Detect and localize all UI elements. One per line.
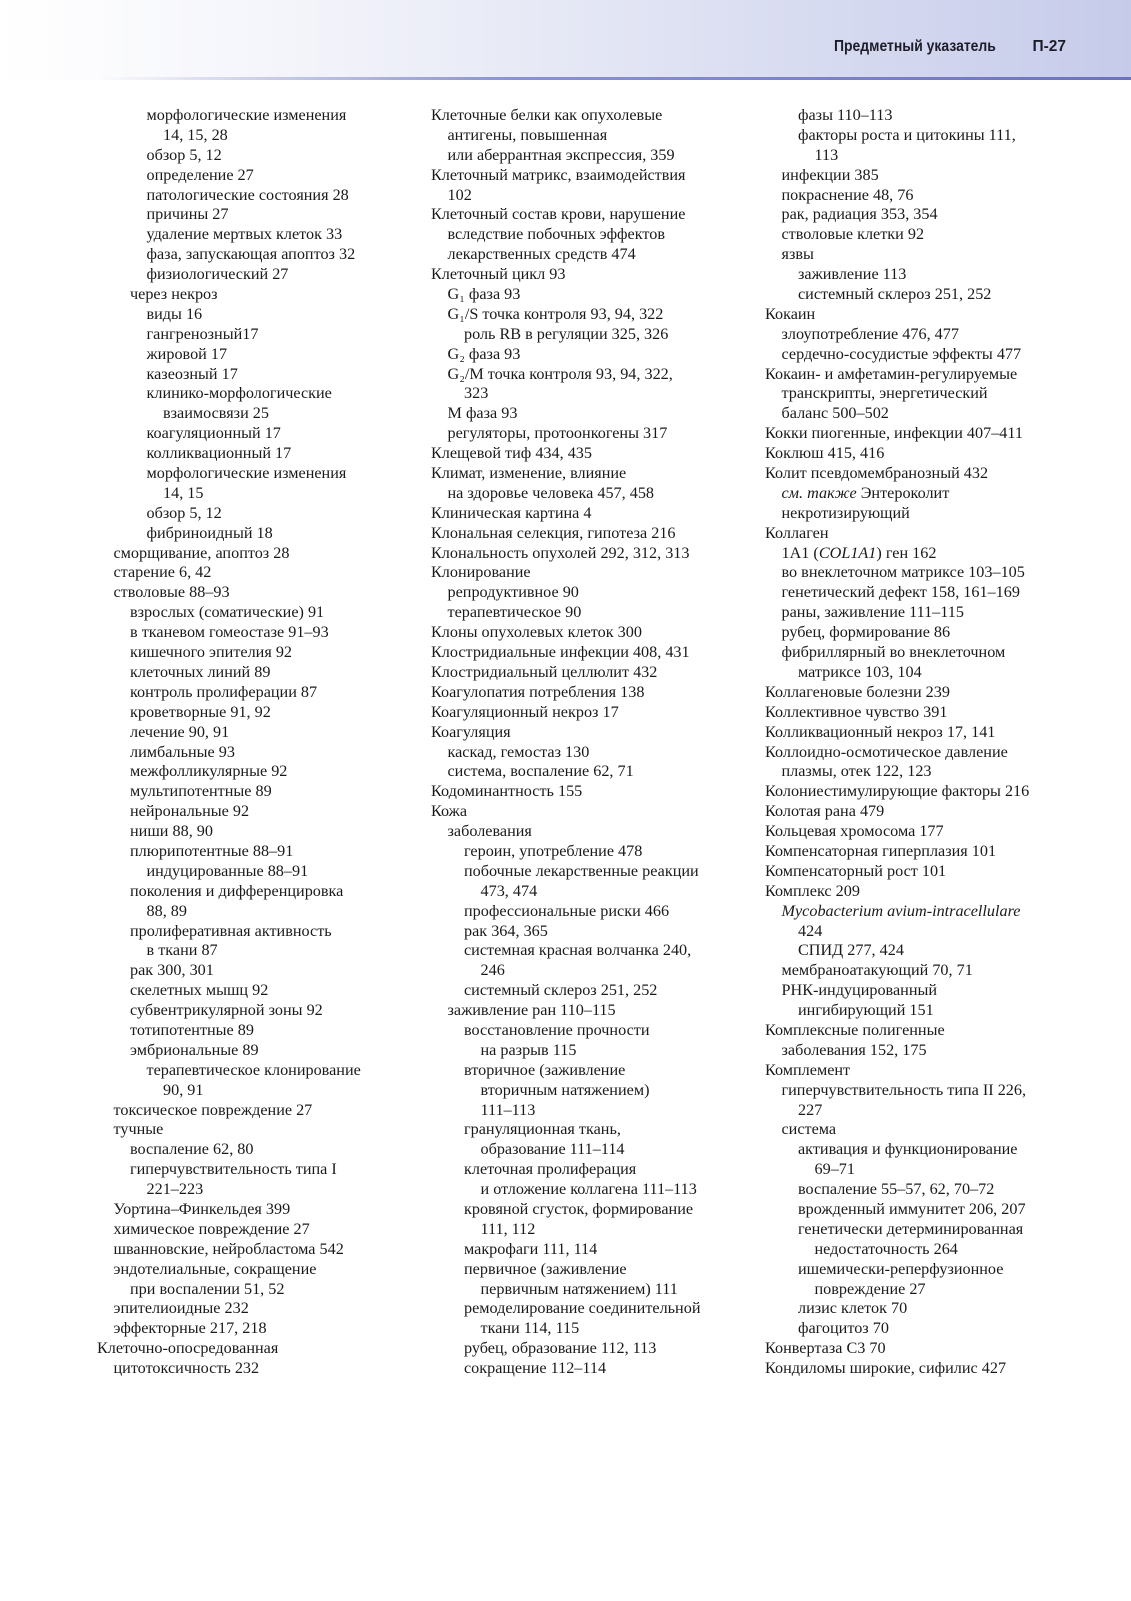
index-entry: сердечно-сосудистые эффекты 477 bbox=[781, 344, 1022, 363]
index-entry: Компенсаторная гиперплазия 101 bbox=[765, 841, 997, 860]
index-entry: 323 bbox=[464, 384, 489, 403]
index-entry: некротизирующий bbox=[781, 503, 910, 522]
index-entry: Клещевой тиф 434, 435 bbox=[431, 444, 592, 463]
index-entry: рак, радиация 353, 354 bbox=[781, 205, 938, 224]
index-entry: факторы роста и цитокины 111, bbox=[798, 125, 1016, 144]
index-entry: антигены, повышенная bbox=[447, 125, 608, 144]
index-entry: Коклюш 415, 416 bbox=[765, 444, 885, 463]
index-entry: казеозный 17 bbox=[146, 364, 238, 383]
index-entry: Компенсаторный рост 101 bbox=[765, 861, 947, 880]
index-entry: Клостридиальные инфекции 408, 431 bbox=[431, 643, 690, 662]
index-entry: Клональность опухолей 292, 312, 313 bbox=[431, 543, 690, 562]
index-entry: рубец, формирование 86 bbox=[781, 623, 951, 642]
index-entry: СПИД 277, 424 bbox=[798, 941, 904, 960]
index-entry: пролиферативная активность bbox=[130, 921, 332, 940]
index-entry: патологические состояния 28 bbox=[146, 185, 349, 204]
index-entry: заболевания bbox=[447, 822, 532, 841]
index-entry: вторичное (заживление bbox=[464, 1060, 626, 1079]
index-entry: Клонирование bbox=[431, 563, 531, 582]
index-entry: язвы bbox=[781, 245, 814, 264]
index-entry: M фаза 93 bbox=[447, 404, 518, 423]
index-entry: лимбальные 93 bbox=[130, 742, 235, 761]
index-entry: плюрипотентные 88–91 bbox=[130, 841, 294, 860]
index-entry: транскрипты, энергетический bbox=[781, 384, 988, 403]
index-entry: 113 bbox=[814, 145, 839, 164]
index-entry: РНК-индуцированный bbox=[781, 981, 938, 1000]
index-entry: Коллаген bbox=[765, 523, 829, 542]
index-entry: Кодоминантность 155 bbox=[431, 782, 583, 801]
index-entry: или аберрантная экспрессия, 359 bbox=[447, 145, 675, 164]
index-entry: ткани 114, 115 bbox=[480, 1319, 580, 1338]
index-entry: поколения и дифференцировка bbox=[130, 881, 344, 900]
index-entry: ниши 88, 90 bbox=[130, 822, 213, 841]
index-entry: 90, 91 bbox=[163, 1080, 204, 1099]
index-entry: регуляторы, протоонкогены 317 bbox=[447, 424, 668, 443]
entry-italic-text: см. также bbox=[781, 483, 857, 502]
index-entry: G₂ фаза 93 bbox=[447, 344, 521, 363]
entry-text: 1A1 ( bbox=[781, 543, 819, 562]
index-entry: Клеточный состав крови, нарушение bbox=[431, 205, 686, 224]
index-entry: шванновские, нейробластома 542 bbox=[113, 1239, 344, 1258]
index-entry: эмбриональные 89 bbox=[130, 1040, 259, 1059]
index-entry: заболевания 152, 175 bbox=[781, 1040, 927, 1059]
index-entry: эпителиоидные 232 bbox=[113, 1299, 249, 1318]
index-entry: терапевтическое 90 bbox=[447, 603, 582, 622]
index-entry: 111–113 bbox=[480, 1100, 536, 1119]
index-entry: Кокаин bbox=[765, 304, 816, 323]
index-entry: межфолликулярные 92 bbox=[130, 762, 288, 781]
index-entry: Клиническая картина 4 bbox=[431, 503, 592, 522]
index-entry: побочные лекарственные реакции bbox=[464, 861, 699, 880]
index-entry: стволовые клетки 92 bbox=[781, 225, 925, 244]
index-entry: воспаление 62, 80 bbox=[130, 1140, 254, 1159]
index-entry: рак 364, 365 bbox=[464, 921, 548, 940]
entry-italic-text: COL1A1 bbox=[818, 543, 877, 562]
index-entry: врожденный иммунитет 206, 207 bbox=[798, 1199, 1026, 1218]
index-entry: морфологические изменения bbox=[146, 464, 347, 483]
index-entry: клинико-морфологические bbox=[146, 384, 332, 403]
index-entry: лекарственных средств 474 bbox=[447, 245, 636, 264]
index-entry: Комплекс 209 bbox=[765, 881, 860, 900]
index-entry: определение 27 bbox=[146, 165, 254, 184]
index-entry: первичным натяжением) 111 bbox=[480, 1279, 678, 1298]
index-entry: ингибирующий 151 bbox=[798, 1001, 934, 1020]
index-entry: Колониестимулирующие факторы 216 bbox=[765, 782, 1030, 801]
index-entry: скелетных мышц 92 bbox=[130, 981, 269, 1000]
index-entry: образование 111–114 bbox=[480, 1140, 625, 1159]
index-entry: генетически детерминированная bbox=[798, 1219, 1024, 1238]
entry-text: ) ген 162 bbox=[876, 543, 937, 562]
index-entry: вторичным натяжением) bbox=[480, 1080, 650, 1099]
index-entry: Уортина–Финкельдея 399 bbox=[113, 1199, 291, 1218]
index-entry: морфологические изменения bbox=[146, 106, 347, 124]
index-column-left bbox=[97, 106, 361, 1379]
index-entry: во внеклеточном матриксе 103–105 bbox=[781, 563, 1025, 582]
running-head-title: Предметный указатель bbox=[834, 38, 996, 55]
index-entry: Коллоидно-осмотическое давление bbox=[765, 742, 1008, 761]
index-entry: инфекции 385 bbox=[781, 165, 879, 184]
index-entry: заживление ран 110–115 bbox=[447, 1001, 616, 1020]
index-entry: профессиональные риски 466 bbox=[464, 901, 670, 920]
index-entry: Комплемент bbox=[765, 1060, 851, 1079]
index-entry: Клоны опухолевых клеток 300 bbox=[431, 623, 642, 642]
index-entry: система bbox=[781, 1120, 837, 1139]
index-entry: недостаточность 264 bbox=[814, 1239, 958, 1258]
index-entry: и отложение коллагена 111–113 bbox=[480, 1180, 697, 1199]
index-entry: G₁ фаза 93 bbox=[447, 285, 521, 304]
index-entry: гиперчувствительность типа I bbox=[130, 1160, 337, 1179]
index-entry: 227 bbox=[798, 1100, 823, 1119]
index-entry: плазмы, отек 122, 123 bbox=[781, 762, 932, 781]
index-entry: матриксе 103, 104 bbox=[798, 662, 922, 681]
index-entry: жировой 17 bbox=[146, 344, 228, 363]
index-entry: взрослых (соматические) 91 bbox=[130, 603, 325, 622]
index-entry: сморщивание, апоптоз 28 bbox=[113, 543, 290, 562]
index-entry: виды 16 bbox=[146, 304, 203, 323]
index-entry: сокращение 112–114 bbox=[464, 1359, 607, 1378]
index-entry: индуцированные 88–91 bbox=[146, 861, 309, 880]
index-entry: генетический дефект 158, 161–169 bbox=[781, 583, 1020, 602]
index-entry: 69–71 bbox=[814, 1160, 855, 1179]
index-entry bbox=[765, 902, 1029, 922]
index-entry: рубец, образование 112, 113 bbox=[464, 1339, 657, 1358]
index-entry: через некроз bbox=[130, 285, 218, 304]
index-entry: Конвертаза C3 70 bbox=[765, 1339, 886, 1358]
index-entry: в тканевом гомеостазе 91–93 bbox=[130, 623, 329, 642]
index-entry: Клеточно-опосредованная bbox=[97, 1339, 279, 1358]
index-entry: коагуляционный 17 bbox=[146, 424, 281, 443]
index-entry: Коллагеновые болезни 239 bbox=[765, 682, 950, 701]
index-entry: Климат, изменение, влияние bbox=[431, 464, 627, 483]
index-entry: заживление 113 bbox=[798, 265, 907, 284]
index-entry: контроль пролиферации 87 bbox=[130, 682, 318, 701]
index-entry: гангренозный17 bbox=[146, 324, 259, 343]
index-entry: кишечного эпителия 92 bbox=[130, 643, 293, 662]
index-entry: злоупотребление 476, 477 bbox=[781, 324, 959, 343]
index-entry: удаление мертвых клеток 33 bbox=[146, 225, 343, 244]
index-entry: Коагулопатия потребления 138 bbox=[431, 682, 645, 701]
index-entry: взаимосвязи 25 bbox=[163, 404, 269, 423]
index-entry: тучные bbox=[113, 1120, 164, 1139]
index-entry: фибриллярный во внеклеточном bbox=[781, 643, 1006, 662]
index-entry: грануляционная ткань, bbox=[464, 1120, 621, 1139]
index-entry: Кокаин- и амфетамин-регулируемые bbox=[765, 364, 1018, 383]
index-entry: гиперчувствительность типа II 226, bbox=[781, 1080, 1027, 1099]
index-entry: Колотая рана 479 bbox=[765, 802, 885, 821]
index-column-middle bbox=[431, 106, 700, 1379]
index-entry: лизис клеток 70 bbox=[798, 1299, 908, 1318]
index-entry: системный склероз 251, 252 bbox=[464, 981, 658, 1000]
index-entry: вследствие побочных эффектов bbox=[447, 225, 665, 244]
index-entry: терапевтическое клонирование bbox=[146, 1060, 361, 1079]
index-entry: цитотоксичность 232 bbox=[113, 1359, 260, 1378]
index-entry: макрофаги 111, 114 bbox=[464, 1239, 598, 1258]
index-entry: система, воспаление 62, 71 bbox=[447, 762, 634, 781]
page-number: П-27 bbox=[1032, 38, 1066, 55]
index-entry: Кокки пиогенные, инфекции 407–411 bbox=[765, 424, 1023, 443]
index-entry: мультипотентные 89 bbox=[130, 782, 272, 801]
index-entry: системный склероз 251, 252 bbox=[798, 285, 992, 304]
index-entry: G₂/M точка контроля 93, 94, 322, bbox=[447, 364, 673, 383]
index-entry: субвентрикулярной зоны 92 bbox=[130, 1001, 323, 1020]
index-entry: повреждение 27 bbox=[814, 1279, 926, 1298]
index-entry: на здоровье человека 457, 458 bbox=[447, 483, 655, 502]
index-entry: Комплексные полигенные bbox=[765, 1020, 945, 1039]
index-entry: ишемически-реперфузионное bbox=[798, 1259, 1004, 1278]
index-entry: воспаление 55–57, 62, 70–72 bbox=[798, 1180, 995, 1199]
index-entry: тотипотентные 89 bbox=[130, 1020, 254, 1039]
index-entry: в ткани 87 bbox=[146, 941, 218, 960]
index-entry: баланс 500–502 bbox=[781, 404, 889, 423]
index-entry: токсическое повреждение 27 bbox=[113, 1100, 313, 1119]
index-entry: рак 300, 301 bbox=[130, 961, 214, 980]
index-entry: мембраноатакующий 70, 71 bbox=[781, 961, 973, 980]
index-entry: 221–223 bbox=[146, 1180, 204, 1199]
index-entry: 246 bbox=[480, 961, 505, 980]
index-entry: фибриноидный 18 bbox=[146, 523, 273, 542]
index-entry: Коагуляционный некроз 17 bbox=[431, 702, 619, 721]
index-entry: эффекторные 217, 218 bbox=[113, 1319, 267, 1338]
entry-text: Энтероколит bbox=[856, 483, 950, 502]
entry-italic-text: Mycobacterium avium-intracellulare bbox=[781, 901, 1021, 920]
index-entry: Клеточные белки как опухолевые bbox=[431, 106, 663, 124]
index-entry: G₁/S точка контроля 93, 94, 322 bbox=[447, 304, 664, 323]
index-entry: ремоделирование соединительной bbox=[464, 1299, 701, 1318]
index-entry: фагоцитоз 70 bbox=[798, 1319, 889, 1338]
index-column-right bbox=[765, 106, 1029, 1379]
header-rule bbox=[100, 77, 1131, 80]
index-entry: 102 bbox=[447, 185, 472, 204]
index-entry: 14, 15 bbox=[163, 483, 204, 502]
index-entry: Клональная селекция, гипотеза 216 bbox=[431, 523, 676, 542]
index-entry: химическое повреждение 27 bbox=[113, 1219, 310, 1238]
index-entry: каскад, гемостаз 130 bbox=[447, 742, 590, 761]
index-entry: Клеточный матрикс, взаимодействия bbox=[431, 165, 686, 184]
index-entry: Клеточный цикл 93 bbox=[431, 265, 566, 284]
index-entry: клеточная пролиферация bbox=[464, 1160, 637, 1179]
index-entry: 88, 89 bbox=[146, 901, 187, 920]
index-entry: обзор 5, 12 bbox=[146, 145, 222, 164]
index-entry: Колликвационный некроз 17, 141 bbox=[765, 722, 996, 741]
index-entry: нейрональные 92 bbox=[130, 802, 250, 821]
index-entry: героин, употребление 478 bbox=[464, 841, 643, 860]
index-entry: причины 27 bbox=[146, 205, 229, 224]
index-entry: при воспалении 51, 52 bbox=[130, 1279, 285, 1298]
index-entry: фаза, запускающая апоптоз 32 bbox=[146, 245, 356, 264]
index-entry: 473, 474 bbox=[480, 881, 538, 900]
index-entry: активация и функционирование bbox=[798, 1140, 1018, 1159]
index-entry: репродуктивное 90 bbox=[447, 583, 579, 602]
index-entry: Кожа bbox=[431, 802, 468, 821]
index-entry: физиологический 27 bbox=[146, 265, 289, 284]
index-entry: кроветворные 91, 92 bbox=[130, 702, 271, 721]
index-entry: 14, 15, 28 bbox=[163, 125, 228, 144]
index-entry: Колит псевдомембранозный 432 bbox=[765, 464, 989, 483]
index-entry bbox=[765, 484, 1029, 504]
index-entry: стволовые 88–93 bbox=[113, 583, 230, 602]
index-entry bbox=[765, 544, 1029, 564]
index-entry: 111, 112 bbox=[480, 1219, 536, 1238]
index-entry: покраснение 48, 76 bbox=[781, 185, 914, 204]
index-entry: раны, заживление 111–115 bbox=[781, 603, 964, 622]
index-entry: первичное (заживление bbox=[464, 1259, 627, 1278]
index-entry: лечение 90, 91 bbox=[130, 722, 230, 741]
index-entry: колликвационный 17 bbox=[146, 444, 292, 463]
index-entry: Кольцевая хромосома 177 bbox=[765, 822, 944, 841]
index-entry: клеточных линий 89 bbox=[130, 662, 271, 681]
index-entry: обзор 5, 12 bbox=[146, 503, 222, 522]
index-entry: Коллективное чувство 391 bbox=[765, 702, 948, 721]
index-entry: восстановление прочности bbox=[464, 1020, 650, 1039]
index-entry: Коагуляция bbox=[431, 722, 511, 741]
index-entry: кровяной сгусток, формирование bbox=[464, 1199, 694, 1218]
index-entry: эндотелиальные, сокращение bbox=[113, 1259, 317, 1278]
index-entry: фазы 110–113 bbox=[798, 106, 893, 124]
index-entry: на разрыв 115 bbox=[480, 1040, 577, 1059]
index-entry: старение 6, 42 bbox=[113, 563, 212, 582]
index-entry: системная красная волчанка 240, bbox=[464, 941, 692, 960]
index-entry: Клостридиальный целлюлит 432 bbox=[431, 662, 658, 681]
index-entry: Кондиломы широкие, сифилис 427 bbox=[765, 1359, 1007, 1378]
index-entry: 424 bbox=[798, 921, 823, 940]
index-entry: роль RB в регуляции 325, 326 bbox=[464, 324, 669, 343]
